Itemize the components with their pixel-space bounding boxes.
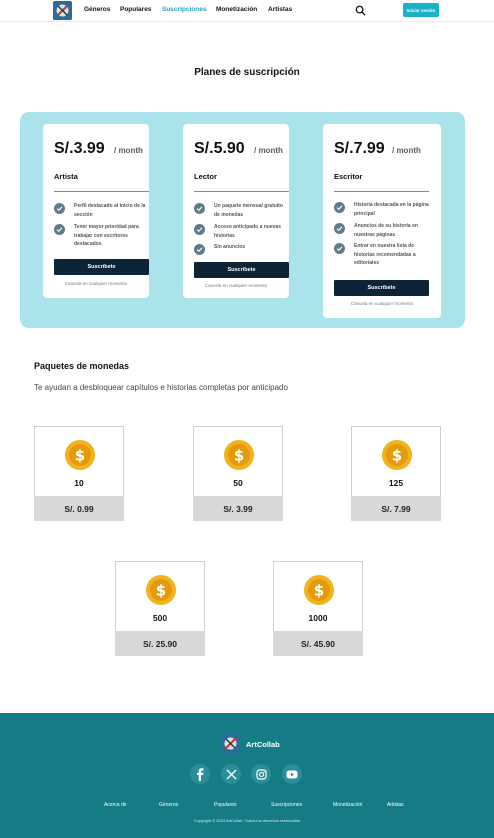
plan-name: Artista [54, 172, 78, 181]
plan-card-lector [183, 124, 289, 298]
coin-package-card[interactable] [34, 426, 124, 521]
instagram-icon[interactable] [251, 764, 271, 784]
plan-name: Escritor [334, 172, 363, 181]
check-icon [334, 202, 345, 213]
check-icon [334, 223, 345, 234]
coin-package-card[interactable] [115, 561, 205, 656]
coins-subtitle: Te ayudan a desbloquear capítulos e historias completas por anticipado [34, 383, 288, 392]
nav-link-generos[interactable]: Géneros [84, 6, 111, 13]
coin-amount: 125 [388, 478, 404, 488]
footer-link-populares[interactable]: Populares [214, 802, 237, 808]
footer-link-acerca-de[interactable]: Acerca de [104, 802, 127, 808]
login-button[interactable]: Iniciar sesión [403, 3, 439, 17]
footer-link-monetizacion[interactable]: Monetización [333, 802, 363, 808]
footer-link-generos[interactable]: Géneros [159, 802, 179, 808]
coin-amount: 1000 [308, 613, 328, 623]
plan-period: / month [392, 146, 421, 155]
check-icon [54, 203, 65, 214]
plan-feature: Acceso anticipado a nuevas historias [194, 223, 289, 240]
footer-brand: ArtCollab [246, 740, 280, 749]
coin-amount: 50 [233, 478, 243, 488]
youtube-icon[interactable] [282, 764, 302, 784]
nav-link-monetizacion[interactable]: Monetización [216, 6, 258, 13]
subscribe-button-escritor[interactable]: Suscríbete [334, 280, 429, 296]
dollar-coin-icon [382, 440, 412, 470]
nav-link-artistas[interactable]: Artistas [268, 6, 293, 13]
check-icon [194, 224, 205, 235]
dollar-coin-icon [146, 575, 176, 605]
cancel-note: Cancela en cualquier momento [64, 281, 128, 286]
coin-price: S/. 7.99 [351, 496, 441, 521]
dollar-coin-icon [224, 440, 254, 470]
coin-amount: 500 [152, 613, 168, 623]
check-icon [194, 203, 205, 214]
plan-feature: Anuncios de su historia en nuestras páginas [334, 222, 429, 239]
plans-title: Planes de suscripción [194, 67, 300, 78]
check-icon [54, 224, 65, 235]
plan-feature: Historia destacada en la página principal [334, 201, 429, 218]
footer-link-suscripciones[interactable]: Suscripciones [271, 802, 303, 808]
top-navbar [0, 0, 494, 22]
coin-amount: 10 [74, 478, 84, 488]
subscribe-button-artista[interactable]: Suscríbete [54, 259, 149, 275]
plan-divider [194, 191, 289, 192]
nav-link-populares[interactable]: Populares [120, 6, 152, 13]
plans-panel [20, 112, 465, 328]
plan-period: / month [254, 146, 283, 155]
copyright-text: Copyright © 2024 ArtCollab. Todos los derechos reservados [193, 818, 301, 823]
cancel-note: Cancela en cualquier momento [204, 283, 268, 288]
check-icon [334, 243, 345, 254]
svg-text:$: $ [74, 446, 86, 465]
footer [0, 713, 494, 838]
dollar-coin-icon [304, 575, 334, 605]
dollar-coin-icon [65, 440, 95, 470]
svg-text:$: $ [155, 581, 167, 600]
plan-feature: Sin anuncios [194, 243, 289, 255]
plan-price: S/.5.90 [194, 140, 245, 157]
artcollab-logo-icon[interactable] [53, 1, 72, 20]
coin-price: S/. 45.90 [273, 631, 363, 656]
coin-package-card[interactable] [193, 426, 283, 521]
facebook-icon[interactable] [190, 764, 210, 784]
x-icon[interactable] [221, 764, 241, 784]
plan-card-artista [43, 124, 149, 298]
footer-link-artistas[interactable]: Artistas [387, 802, 404, 808]
plan-divider [334, 191, 429, 192]
search-icon[interactable] [355, 5, 366, 16]
plan-feature: Un paquete mensual gratuito de monedas [194, 202, 289, 219]
cancel-note: Cancela en cualquier momento [350, 301, 414, 306]
nav-link-suscripciones[interactable]: Suscripciones [162, 6, 207, 13]
plan-divider [54, 191, 149, 192]
plan-name: Lector [194, 172, 217, 181]
coin-price: S/. 3.99 [193, 496, 283, 521]
plan-price: S/.3.99 [54, 140, 105, 157]
subscribe-button-lector[interactable]: Suscríbete [194, 262, 289, 278]
svg-text:$: $ [391, 446, 403, 465]
svg-text:$: $ [233, 446, 245, 465]
coin-price: S/. 0.99 [34, 496, 124, 521]
plan-card-escritor [323, 124, 441, 318]
plan-feature: Perfil destacado al inicio de la sección [54, 202, 149, 219]
svg-text:$: $ [313, 581, 325, 600]
coin-price: S/. 25.90 [115, 631, 205, 656]
artcollab-logo-icon[interactable] [221, 734, 240, 753]
plan-price: S/.7.99 [334, 140, 385, 157]
plan-feature: Entrar en nuestra lista de historias recomendadas a editoriales [334, 242, 429, 268]
check-icon [194, 244, 205, 255]
coins-title: Paquetes de monedas [34, 361, 130, 371]
coin-package-card[interactable] [351, 426, 441, 521]
coin-package-card[interactable] [273, 561, 363, 656]
plan-period: / month [114, 146, 143, 155]
plan-feature: Tener mayor prioridad para trabajar con escritores destacados [54, 223, 149, 249]
